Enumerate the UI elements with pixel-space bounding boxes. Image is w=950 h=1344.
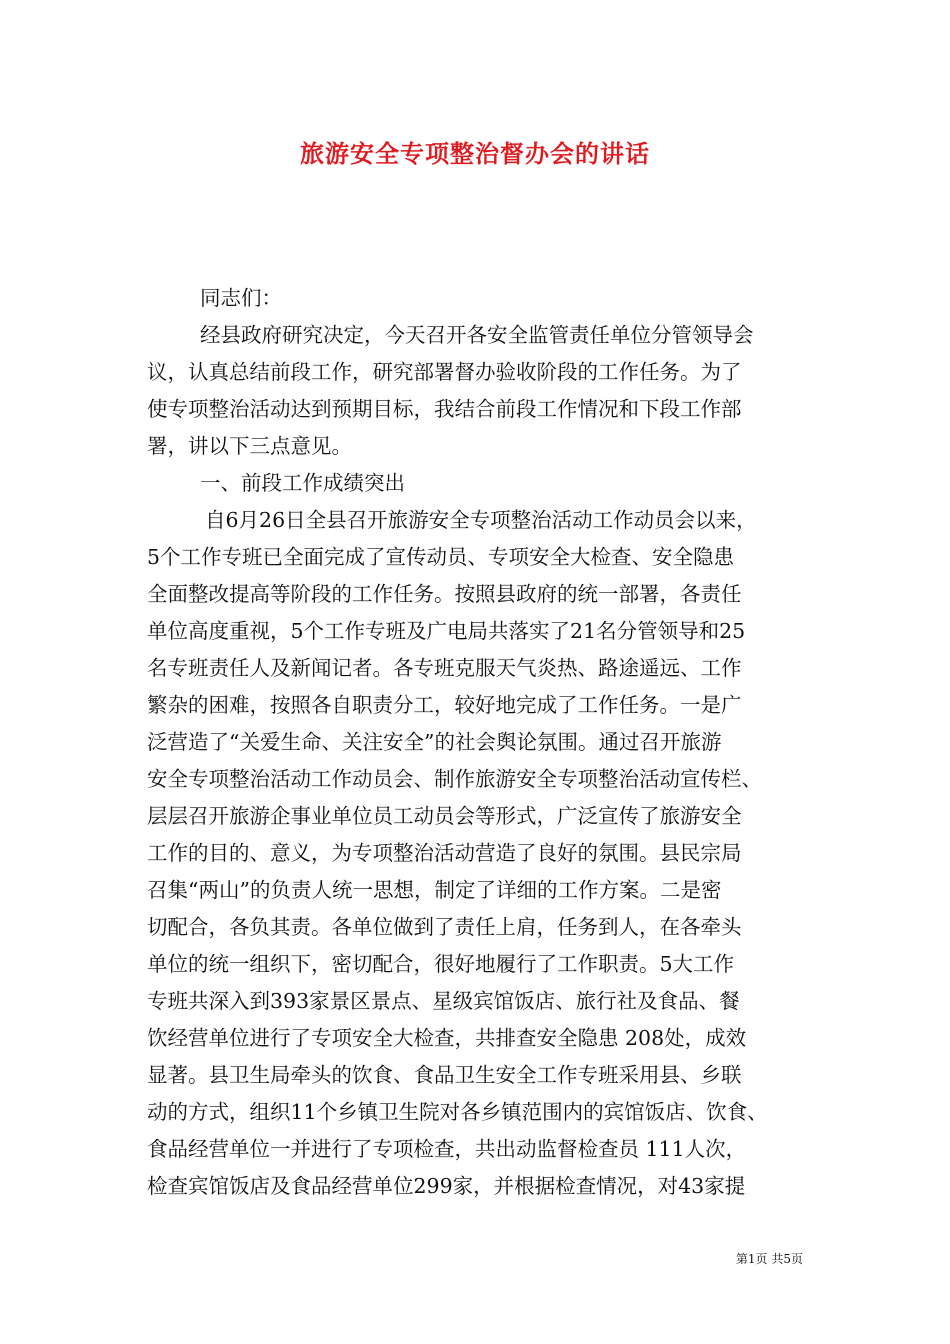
document-body: [147, 280, 807, 1205]
body-line: 单位高度重视，5个工作专班及广电局共落实了21名分管领导和25: [147, 619, 746, 643]
body-line: 自6月26日全县召开旅游安全专项整治活动工作动员会以来，: [205, 508, 757, 532]
body-line: 经县政府研究决定，今天召开各安全监管责任单位分管领导会: [200, 323, 754, 347]
body-line: 动的方式，组织11个乡镇卫生院对各乡镇范围内的宾馆饭店、饮食、: [147, 1100, 768, 1124]
document-title: 旅游安全专项整治督办会的讲话: [300, 139, 650, 168]
body-line: 署，讲以下三点意见。: [147, 434, 352, 458]
body-line: 议，认真总结前段工作，研究部署督办验收阶段的工作任务。为了: [147, 360, 742, 384]
page-number: 第1页 共5页: [735, 1252, 803, 1266]
salutation-line: 同志们：: [200, 286, 282, 310]
body-line: 使专项整治活动达到预期目标，我结合前段工作情况和下段工作部: [147, 397, 742, 421]
body-line: 工作的目的、意义，为专项整治活动营造了良好的氛围。县民宗局: [147, 841, 742, 865]
body-line: 名专班责任人及新闻记者。各专班克服天气炎热、路途遥远、工作: [147, 656, 742, 680]
section-heading: 一、前段工作成绩突出: [200, 471, 405, 495]
body-line: 切配合，各负其责。各单位做到了责任上肩，任务到人，在各牵头: [147, 915, 742, 939]
body-line: 单位的统一组织下，密切配合，很好地履行了工作职责。5大工作: [147, 952, 735, 976]
body-line: 检查宾馆饭店及食品经营单位299家，并根据检查情况，对43家提: [147, 1174, 746, 1198]
body-line: 5个工作专班已全面完成了宣传动员、专项安全大检查、安全隐患: [147, 545, 735, 569]
body-line: 食品经营单位一并进行了专项检查，共出动监督检查员 111人次，: [147, 1137, 747, 1161]
body-line: 泛营造了“关爱生命、关注安全”的社会舆论氛围。通过召开旅游: [147, 730, 722, 754]
body-line: 召集“两山”的负责人统一思想，制定了详细的工作方案。二是密: [147, 878, 722, 902]
body-line: 全面整改提高等阶段的工作任务。按照县政府的统一部署，各责任: [147, 582, 742, 606]
body-line: 专班共深入到393家景区景点、星级宾馆饭店、旅行社及食品、餐: [147, 989, 740, 1013]
body-line: 繁杂的困难，按照各自职责分工，较好地完成了工作任务。一是广: [147, 693, 742, 717]
body-line: 显著。县卫生局牵头的饮食、食品卫生安全工作专班采用县、乡联: [147, 1063, 742, 1087]
body-line: 层层召开旅游企事业单位员工动员会等形式，广泛宣传了旅游安全: [147, 804, 742, 828]
body-line: 饮经营单位进行了专项安全大检查，共排查安全隐患 208处，成效: [147, 1026, 747, 1050]
body-line: 安全专项整治活动工作动员会、制作旅游安全专项整治活动宣传栏、: [147, 767, 762, 791]
